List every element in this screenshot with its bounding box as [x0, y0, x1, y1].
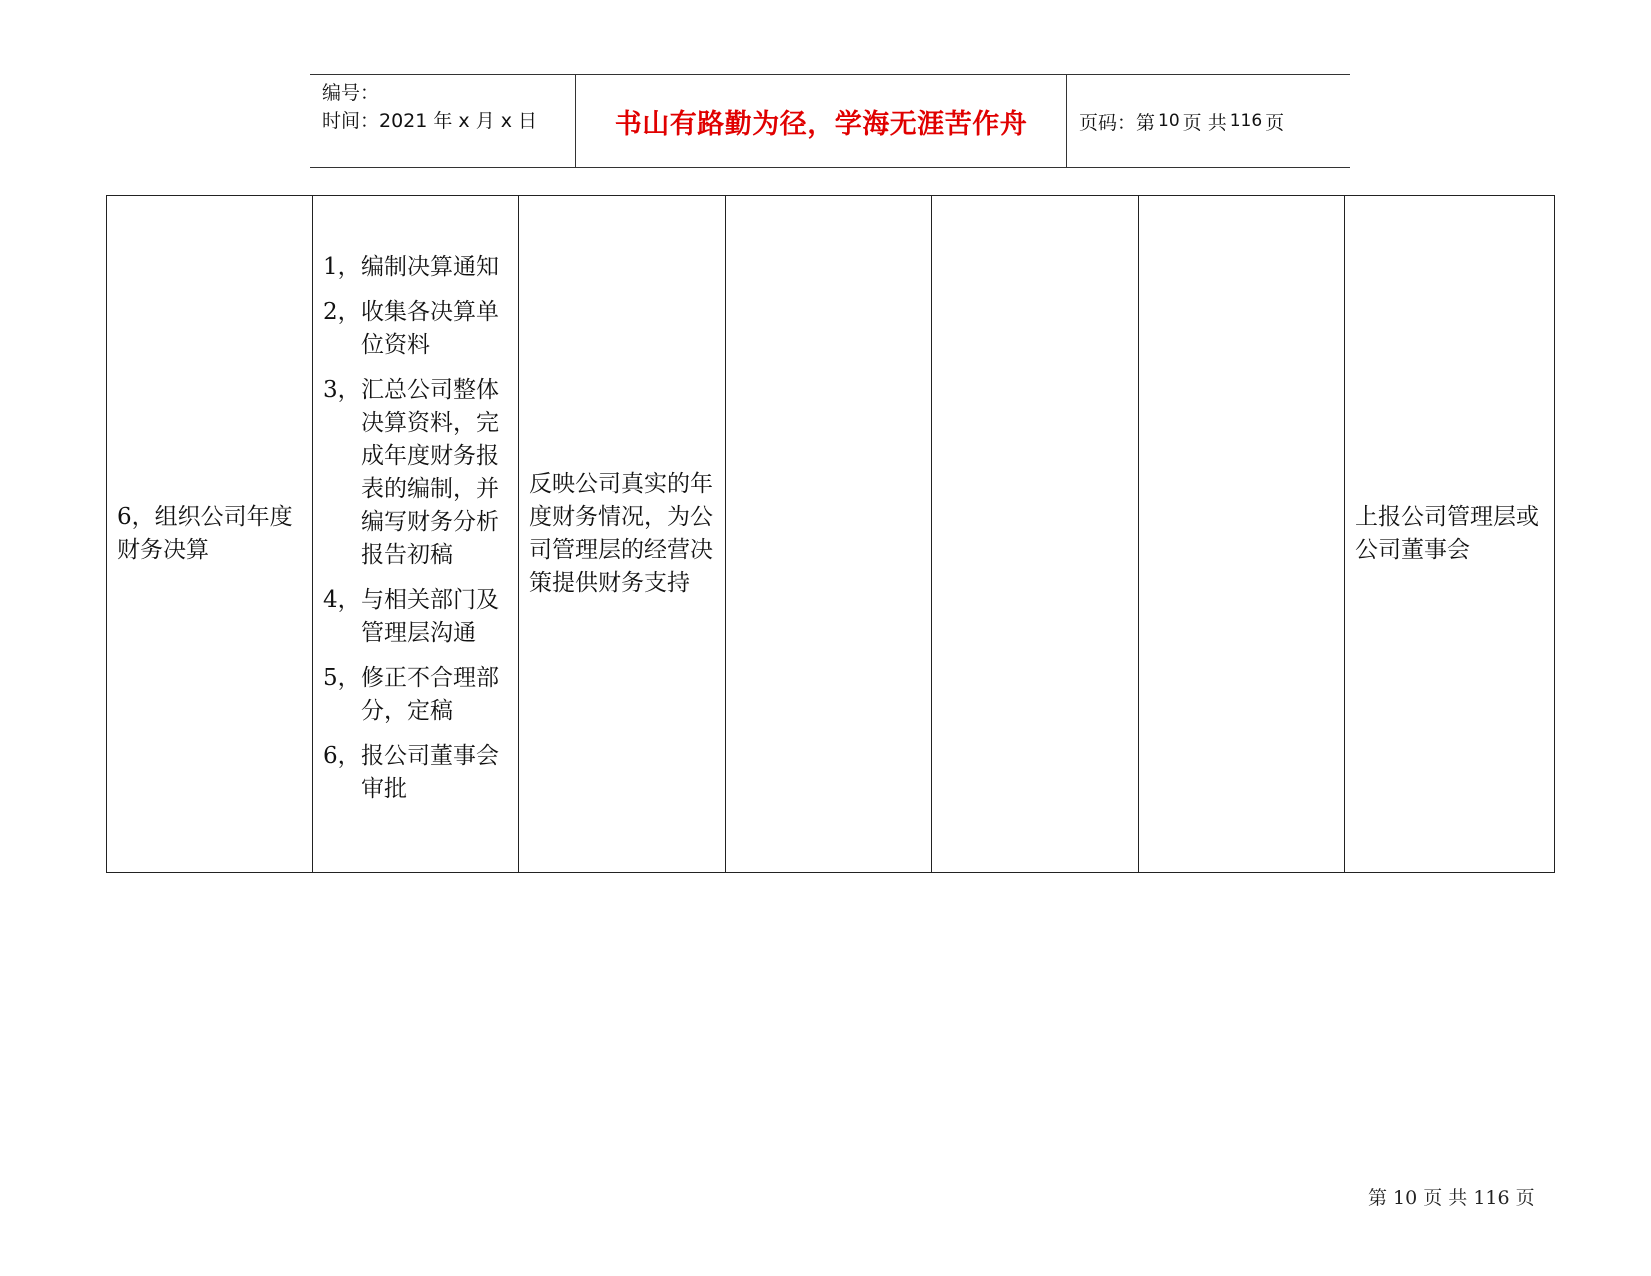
list-item — [323, 296, 508, 362]
step-text: 修正不合理部分，定稿 — [361, 664, 499, 724]
step-number: 1， — [323, 253, 361, 280]
step-text: 报公司董事会审批 — [361, 742, 499, 802]
list-item — [323, 251, 508, 284]
step-number: 6， — [323, 742, 361, 769]
process-table — [106, 195, 1555, 873]
step-number: 4， — [323, 586, 361, 613]
list-item — [323, 662, 508, 728]
page-header — [310, 74, 1350, 168]
step-text: 收集各决算单位资料 — [361, 298, 499, 358]
page-suffix: 页 — [1265, 111, 1285, 134]
time-label: 时间：2021 年 x 月 x 日 — [322, 110, 538, 132]
page-prefix: 页码：第 — [1079, 111, 1156, 134]
empty-cell — [1139, 196, 1345, 873]
page-current: 10 — [1158, 111, 1180, 131]
purpose-cell: 反映公司真实的年度财务情况，为公司管理层的经营决策提供财务支持 — [519, 196, 726, 873]
page-footer: 第 10 页 共 116 页 — [1368, 1187, 1535, 1209]
empty-cell — [726, 196, 932, 873]
table-row — [107, 196, 1555, 873]
header-page-info — [1067, 75, 1350, 167]
list-item — [323, 584, 508, 650]
header-meta — [310, 75, 576, 167]
step-number: 3， — [323, 376, 361, 403]
report-to-cell: 上报公司管理层或公司董事会 — [1345, 196, 1555, 873]
steps-cell — [313, 196, 519, 873]
step-text: 与相关部门及管理层沟通 — [361, 586, 499, 646]
page-mid: 页 共 — [1182, 111, 1227, 134]
number-label: 编号： — [322, 82, 380, 104]
list-item — [323, 740, 508, 806]
header-motto-cell — [576, 75, 1067, 167]
step-number: 5， — [323, 664, 361, 691]
motto: 书山有路勤为径，学海无涯苦作舟 — [614, 108, 1028, 140]
item-cell: 6，组织公司年度财务决算 — [107, 196, 313, 873]
empty-cell — [932, 196, 1139, 873]
step-text: 汇总公司整体决算资料，完成年度财务报表的编制，并 编写财务分析报告初稿 — [361, 376, 499, 568]
step-text: 编制决算通知 — [361, 253, 499, 280]
list-item — [323, 374, 508, 572]
page-total: 116 — [1229, 111, 1263, 131]
step-number: 2， — [323, 298, 361, 325]
